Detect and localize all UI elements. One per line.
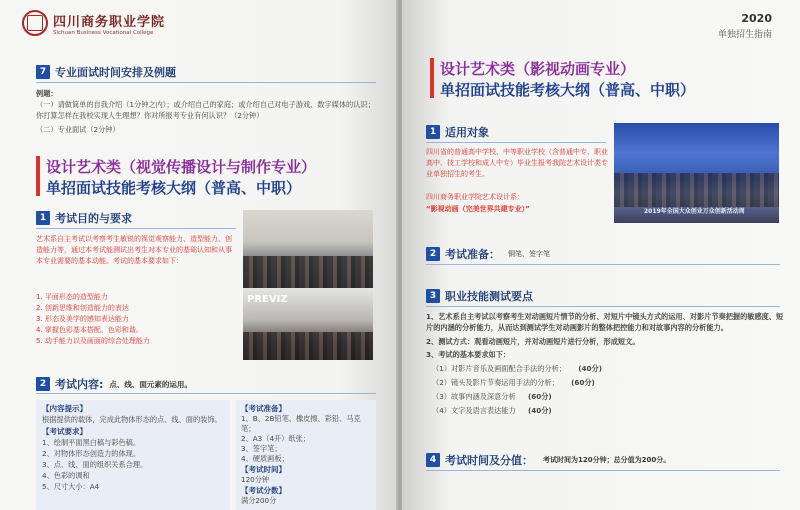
r-section-4-underline [426, 470, 780, 471]
r-section-1-dept: 四川商务职业学院艺术设计系： [426, 193, 524, 201]
exam-prep-item: 3、签字笔； [241, 444, 282, 453]
header-guide-title: 单独招生指南 [717, 30, 772, 40]
title-accent-bar [430, 58, 434, 98]
content-hint-text: 根据提供的载体，完成此物体形态的点、线、面的装饰。 [42, 415, 222, 424]
exam-requirement-item: 1、绘制平面黑白稿与彩色稿。 [42, 438, 141, 447]
example-question-1: （一）请做简单的自我介绍（1分钟之内）；或介绍自己的家庭；或介绍自己对电子游戏、数字媒体的认识；你打算怎样在我校实现人生理想？你对所报考专业有何认识？（2分钟） [36, 100, 375, 120]
requirement-item: 5. 动手能力以及画面的综合处理能力 [36, 337, 150, 345]
exam-requirement-item: 4、色彩的调和 [42, 471, 90, 480]
r-section-2-number: 2 [426, 247, 440, 261]
r-section-2-subtitle: 铜笔、签字笔 [508, 250, 550, 258]
r-section-3-items [432, 362, 732, 418]
exam-time-heading: 【考试时间】 [241, 465, 286, 474]
exam-prep-item: 4、硬质画板； [241, 454, 289, 463]
logo-english-name: Sichuan Business Vocational College [53, 29, 154, 36]
r-section-2-heading [426, 246, 550, 262]
r-section-3-para-2: 2、测试方式：观看动画短片，并对动画短片进行分析，形成短文。 [426, 337, 640, 346]
r-section-3-number: 3 [426, 289, 440, 303]
content-hint-heading: 【内容提示】 [42, 404, 87, 413]
r-section-4-subtitle: 考试时间为120分钟；总分值为200分。 [543, 456, 671, 464]
r-section-3-item: （2）镜头及影片节奏运用手法的分析； (60分) [432, 378, 595, 387]
exam-requirement-item: 5、尺寸大小：A4 [42, 482, 100, 491]
r-section-1-major: “影视动画（完美世界共建专业）” [426, 205, 530, 213]
college-seal-icon [22, 10, 48, 36]
previz-tag: PREVIZ [247, 294, 288, 305]
exam-prep-heading: 【考试准备】 [241, 404, 286, 413]
section-7-title: 专业面试时间安排及例题 [55, 66, 176, 79]
r-section-4-heading [426, 452, 670, 468]
exam-score-value: 满分200分 [241, 496, 277, 505]
animation-title: 设计艺术类（影视动画专业） [440, 60, 636, 78]
college-logo [22, 10, 165, 36]
section-1-underline [36, 228, 236, 229]
requirement-item: 2. 创新思维和创造能力的表达 [36, 304, 129, 312]
exam-requirements-heading: 【考试要求】 [42, 427, 87, 436]
requirements-list [36, 292, 236, 347]
event-banner-text: 2019年全国大众创业万众创新活动周 [644, 208, 745, 215]
exam-prep-item: 2、A3（4开）纸张； [241, 434, 310, 443]
section-7-heading [36, 64, 176, 80]
exam-requirement-item: 2、对物体形态创造力的体现。 [42, 449, 141, 458]
exam-requirement-item: 3、点、线、面的组织关系合理。 [42, 460, 148, 469]
r-section-3-para-3: 3、考试的基本要求如下： [426, 350, 511, 359]
r-section-3-item: （4）文字及语言表达能力 (40分) [432, 406, 552, 415]
section-2-title: 考试内容: [55, 378, 104, 391]
section-2-heading [36, 376, 192, 392]
r-section-2-underline [426, 264, 780, 265]
exam-score-heading: 【考试分数】 [241, 486, 286, 495]
r-section-1-underline [426, 142, 606, 143]
requirement-item: 3. 形态及美学的感知表达能力 [36, 315, 129, 323]
section-2-subtitle: 点、线、面元素的运用。 [109, 379, 192, 389]
content-hint-box [36, 400, 230, 510]
r-section-3-item: （3）故事内涵及深意分析 (60分) [432, 392, 552, 401]
section-7-underline [36, 82, 376, 83]
animation-subtitle: 单招面试技能考核大纲（普高、中职） [440, 81, 696, 99]
logo-chinese-name: 四川商务职业学院 [53, 14, 166, 30]
section-1-heading [36, 210, 132, 226]
visual-design-title: 设计艺术类（视觉传播设计与制作专业） [46, 158, 317, 176]
r-section-2-title: 考试准备： [445, 248, 500, 261]
event-photo [614, 123, 779, 223]
page-header [718, 12, 772, 40]
crowd-silhouettes [614, 173, 779, 207]
r-section-3-underline [426, 306, 780, 307]
exam-prep-box [236, 400, 376, 510]
classroom-photo [243, 210, 373, 288]
header-year: 2020 [741, 12, 772, 25]
r-section-1-number: 1 [426, 125, 440, 139]
exam-prep-item: 1、B、2B铅笔、橡皮擦、彩铅、马克笔； [241, 414, 361, 433]
exam-time-value: 120分钟 [241, 475, 270, 484]
section-2-number: 2 [36, 377, 50, 391]
audience-silhouettes [243, 332, 373, 360]
requirement-item: 4. 掌握色彩基本搭配、色彩和谐。 [36, 326, 143, 334]
title-accent-bar [36, 156, 40, 196]
right-page [402, 0, 800, 510]
section-7-number: 7 [36, 65, 50, 79]
r-section-3-title: 职业技能测试要点 [445, 290, 533, 303]
r-section-3-heading [426, 288, 533, 304]
r-section-1-title: 适用对象 [445, 126, 489, 139]
r-section-3-item: （1）对影片音乐及画面配合手法的分析； (40分) [432, 364, 603, 373]
students-silhouettes [243, 256, 373, 288]
r-section-1-heading [426, 124, 489, 140]
example-label: 例题： [36, 89, 58, 98]
left-page [0, 0, 398, 510]
section-2-underline [36, 393, 376, 394]
example-question-2: （二）专业面试（2分钟） [36, 125, 120, 134]
section-1-number: 1 [36, 211, 50, 225]
lecture-photo [243, 288, 373, 360]
r-section-4-title: 考试时间及分值： [445, 454, 533, 467]
section-1-body: 艺术系自主考试以考察考生敏锐的视觉观察能力、造型能力、创造能力等，通过本考试能测试出考生对本专业的基础认知和从事本专业需要的基本动能。考试的基本要求如下： [36, 235, 232, 265]
r-section-1-body: 四川省的普通高中学校、中等职业学校（含普通中专、职业高中、技工学校和成人中专）毕业生报考我院艺术设计类专业单独招生的考生。 [426, 148, 608, 178]
requirement-item: 1. 平面形态的造型能力 [36, 293, 108, 301]
visual-design-subtitle: 单招面试技能考核大纲（普高、中职） [46, 179, 302, 197]
r-section-4-number: 4 [426, 453, 440, 467]
r-section-3-para-1: 1、艺术系自主考试以考察考生对动画短片情节的分析、对短片中镜头方式的运用、对影片节奏把握的敏感度、短片的内涵的分析能力，从而达到测试学生对动画影片的整体把控能力和对故事内容的分析能力。 [426, 312, 784, 332]
section-1-title: 考试目的与要求 [55, 212, 132, 225]
